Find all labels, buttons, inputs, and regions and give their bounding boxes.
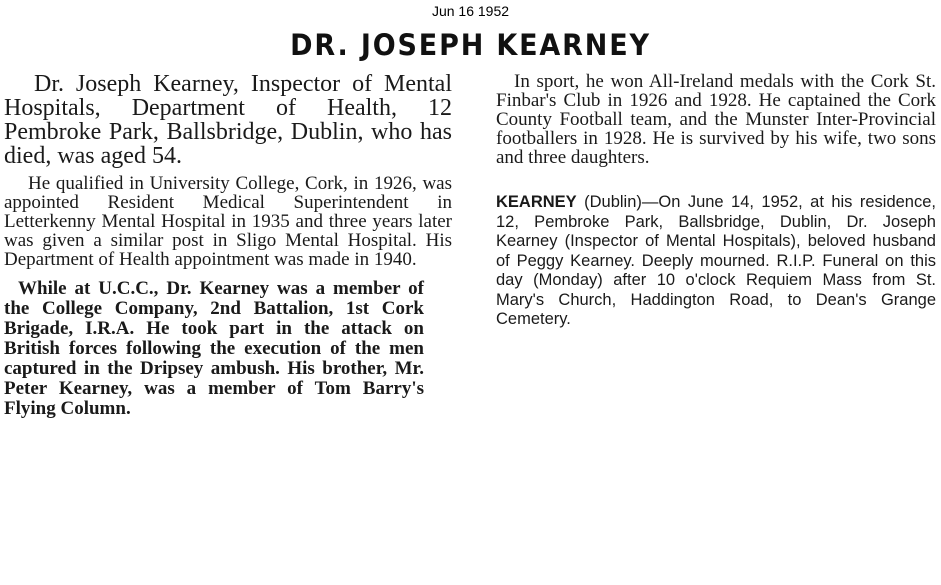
right-column: [496, 72, 936, 330]
death-notice: [496, 193, 936, 330]
death-notice-text: (Dublin)—On June 14, 1952, at his residence, 12, Pembroke Park, Ballsbridge, Dublin, Dr. Joseph Kearney (Inspector of Mental Hospitals), beloved husband of Peggy Kearney. Deeply mourned. R.I.P. Funeral on this day (Monday) after 10 o'clock Requiem Mass from St. Mary's Church, Haddington Road, to Dean's Grange Cemetery.: [496, 193, 936, 328]
death-notice-name: KEARNEY: [496, 193, 577, 211]
career-paragraph: He qualified in University College, Cork, in 1926, was appointed Resident Medical Superintendent in Letterkenny Mental Hospital in 1935 and three years later was given a similar post in Sligo Mental Hospital. His Department of Health appointment was made in 1940.: [4, 173, 452, 270]
clipping-date: Jun 16 1952: [431, 3, 510, 19]
intro-paragraph: Dr. Joseph Kearney, Inspector of Mental Hospitals, Department of Health, 12 Pembroke Park, Ballsbridge, Dublin, who has died, was aged 54.: [4, 71, 452, 169]
obituary-headline: DR. JOSEPH KEARNEY: [290, 28, 651, 62]
ira-service-paragraph: While at U.C.C., Dr. Kearney was a member of the College Company, 2nd Battalion, 1st Cork Brigade, I.R.A. He took part in the attack on British forces following the execution of the men captured in the Dripsey ambush. His brother, Mr. Peter Kearney, was a member of Tom Barry's Flying Column.: [4, 278, 424, 419]
left-column: [4, 72, 452, 419]
sport-paragraph: In sport, he won All-Ireland medals with the Cork St. Finbar's Club in 1926 and 1928. He captained the Cork County Football team, and the Munster Inter-Provincial footballers in 1928. He is survived by his wife, two sons and three daughters.: [496, 71, 936, 168]
